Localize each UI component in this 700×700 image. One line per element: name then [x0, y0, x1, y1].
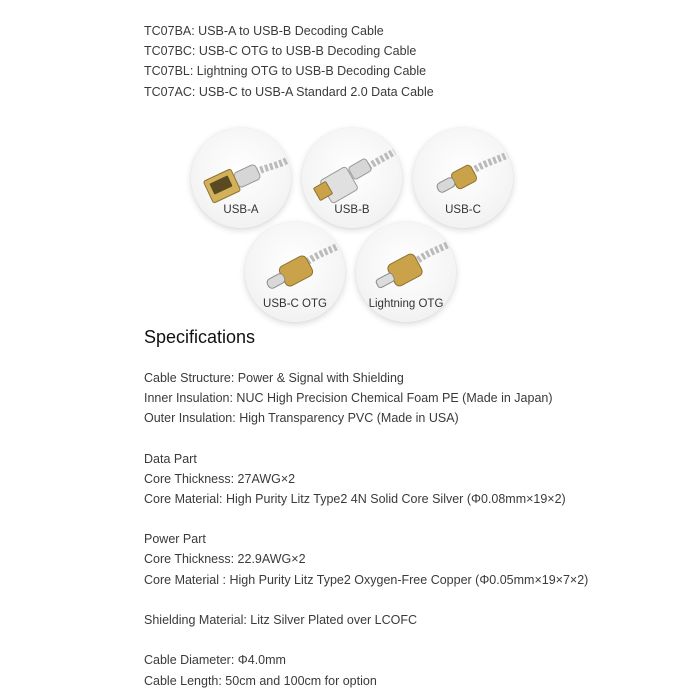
connector-circle-usb-b [302, 128, 402, 228]
model-line-tc07bc: TC07BC: USB-C OTG to USB-B Decoding Cable [144, 44, 417, 59]
connector-circle-usb-c [413, 128, 513, 228]
spec-power-part-title: Power Part [144, 532, 206, 546]
connector-label-usb-c-otg: USB-C OTG [263, 298, 327, 310]
model-list [144, 21, 664, 102]
connector-circle-lightning-otg [356, 222, 456, 322]
connector-label-lightning-otg: Lightning OTG [368, 298, 444, 310]
connector-label-usb-c: USB-C [445, 204, 481, 216]
model-line-tc07ba: TC07BA: USB-A to USB-B Decoding Cable [144, 24, 384, 38]
spec-shielding-material: Shielding Material: Litz Silver Plated over LCOFC [144, 613, 418, 627]
spec-data-core-thickness: Core Thickness: 27AWG×2 [144, 472, 296, 486]
specifications-heading: Specifications [144, 327, 256, 347]
spec-cable-structure: Cable Structure: Power & Signal with Shielding [144, 371, 404, 385]
spec-power-core-thickness: Core Thickness: 22.9AWG×2 [144, 552, 306, 566]
spec-cable-diameter: Cable Diameter: Φ4.0mm [144, 653, 286, 667]
spec-inner-insulation: Inner Insulation: NUC High Precision Chemical Foam PE (Made in Japan) [144, 391, 553, 405]
spec-power-core-material: Core Material : High Purity Litz Type2 Oxygen-Free Copper (Φ0.05mm×19×7×2) [144, 573, 589, 587]
spec-outer-insulation: Outer Insulation: High Transparency PVC (Made in USA) [144, 411, 459, 425]
connector-circle-usb-c-otg [245, 222, 345, 322]
model-line-tc07ac: TC07AC: USB-C to USB-A Standard 2.0 Data Cable [144, 84, 434, 99]
model-line-tc07bl: TC07BL: Lightning OTG to USB-B Decoding Cable [144, 64, 427, 79]
connector-label-usb-b: USB-B [334, 204, 370, 216]
connector-circle-usb-a [191, 128, 291, 228]
connector-label-usb-a: USB-A [223, 204, 259, 216]
spec-data-part-title: Data Part [144, 452, 197, 466]
spec-cable-length: Cable Length: 50cm and 100cm for option [144, 674, 377, 688]
spec-data-core-material: Core Material: High Purity Litz Type2 4N Solid Core Silver (Φ0.08mm×19×2) [144, 492, 566, 506]
